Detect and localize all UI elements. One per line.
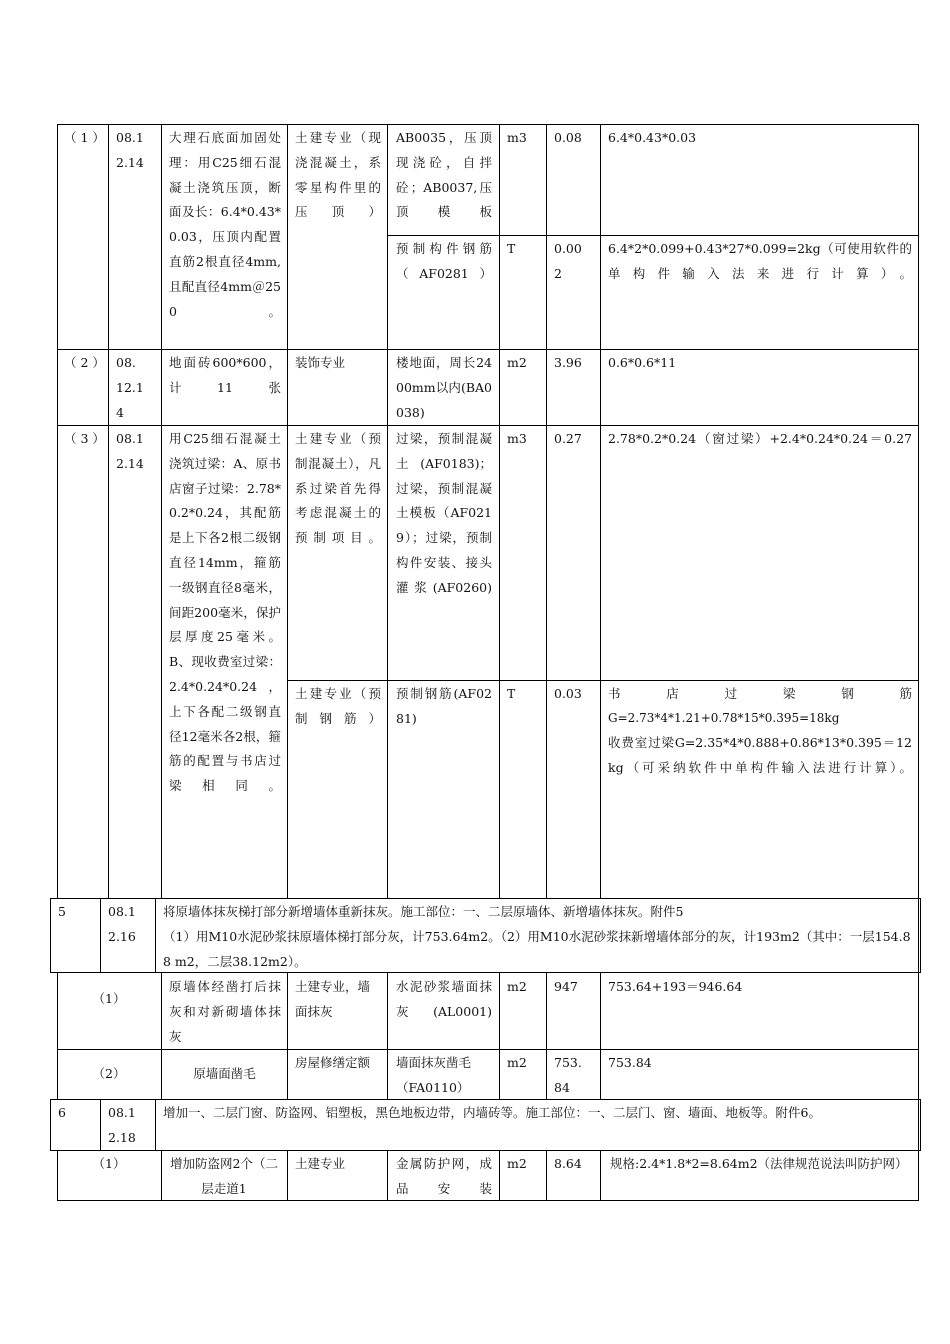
row-unit: m2: [507, 979, 527, 994]
row-qty: 947: [554, 979, 578, 994]
row-date: 08. 12.1 4: [116, 355, 144, 420]
row-major: 土建专业（现浇混凝土，系零星构件里的压顶）: [295, 130, 381, 220]
row-content: 大理石底面加固处理：用C25细石混凝土浇筑压顶，断面及长：6.4*0.43*0.03，压顶内配置直筋2根直径4mm,且配直径4mm＠250。: [169, 130, 281, 319]
row-content: 原墙体经凿打后抹灰和对新砌墙体抹灰: [169, 979, 281, 1044]
row-qty: 0.08: [554, 130, 582, 145]
row-calc: 0.6*0.6*11: [608, 355, 677, 370]
rule: [600, 972, 601, 1099]
rule: [100, 898, 101, 972]
row-calc: 2.78*0.2*0.24（窗过梁）+2.4*0.24*0.24＝0.27: [608, 431, 912, 446]
rule: [50, 1099, 51, 1150]
rule: [57, 124, 58, 898]
rule: [600, 124, 601, 898]
row-date: 08.1 2.14: [116, 431, 144, 471]
rule: [155, 898, 156, 972]
row-major: 土建专业（预制混凝土），凡系过梁首先得考虑混凝土的预制项目。: [295, 431, 381, 546]
rule: [546, 124, 547, 898]
row-content: 增加一、二层门窗、防盗网、铝塑板，黑色地板边带，内墙砖等。施工部位：一、二层门、窗、墙面、地板等。附件6。: [163, 1105, 821, 1120]
row-calc: 书店过梁钢筋: [608, 686, 912, 701]
rule: [287, 1150, 288, 1200]
rule: [387, 235, 919, 236]
rule: [287, 680, 919, 681]
rule: [600, 1150, 601, 1200]
row-item: 预制钢筋(AF0281): [396, 686, 492, 726]
row-number: （ 1 ）: [64, 130, 105, 145]
row-number: 6: [58, 1105, 66, 1120]
rule: [57, 124, 919, 125]
row-qty: 0.00 2: [554, 241, 582, 281]
row-content: 增加防盗网2个（二层走道1: [170, 1156, 278, 1196]
row-item: 金属防护网，成品安装: [396, 1156, 492, 1196]
row-qty: 0.03: [554, 686, 582, 701]
row-unit: m2: [507, 355, 527, 370]
rule: [161, 1150, 162, 1200]
row-item: 水泥砂浆墙面抹灰(AL0001): [396, 979, 492, 1019]
row-unit: m2: [507, 1156, 527, 1171]
row-qty: 0.27: [554, 431, 582, 446]
row-unit: m2: [507, 1055, 527, 1070]
row-item: 预制构件钢筋（AF0281）: [396, 241, 492, 281]
rule: [920, 898, 921, 972]
row-number: （2）: [92, 1066, 126, 1081]
row-item: 楼地面，周长2400mm以内(BA0038): [396, 355, 492, 420]
rule: [387, 1150, 388, 1200]
row-unit: T: [507, 241, 516, 256]
row-calc: 753.84: [608, 1055, 652, 1070]
row-number: （ 2 ）: [64, 355, 105, 370]
rule: [100, 1099, 101, 1150]
rule: [387, 972, 388, 1099]
rule: [918, 124, 919, 1200]
row-calc: 规格:2.4*1.8*2=8.64m2（法律规范说法叫防护网）: [610, 1156, 908, 1171]
row-number: （ 3 ）: [64, 431, 105, 446]
row-unit: m3: [507, 130, 527, 145]
rule: [287, 124, 288, 898]
row-content: 原墙面凿毛: [193, 1066, 256, 1081]
row-calc: 6.4*2*0.099+0.43*27*0.099=2kg（可使用软件的单构件输入法来进行计算）。: [608, 241, 912, 281]
row-qty: 3.96: [554, 355, 582, 370]
row-item: 过梁，预制混凝土(AF0183)；过梁，预制混凝土模板（AF0219）；过梁，预制构件安装、接头灌浆(AF0260): [396, 431, 492, 595]
rule: [161, 124, 162, 898]
row-number: （1）: [92, 1156, 126, 1171]
row-number: （1）: [92, 991, 126, 1006]
row-major: 土建专业（预制钢筋）: [295, 686, 381, 726]
rule: [546, 1150, 547, 1200]
row-qty: 753. 84: [554, 1055, 582, 1095]
rule: [50, 898, 921, 899]
row-content: 将原墙体抹灰梯打部分新增墙体重新抹灰。施工部位：一、二层原墙体、新增墙体抹灰。附件5 （1）用M10水泥砂浆抹原墙体梯打部分灰，计753.64m2。（2）用M10水泥砂浆抹新增墙体部分的灰，计193m2（其中：一层154.88 m2，二层38.12m2）。: [163, 904, 911, 969]
row-item: AB0035，压顶现浇砼，自拌砼；AB0037,压顶模板: [396, 130, 492, 220]
row-qty: 8.64: [554, 1156, 582, 1171]
rule: [57, 349, 919, 350]
rule: [546, 972, 547, 1099]
row-unit: T: [507, 686, 516, 701]
row-major: 土建专业: [295, 1156, 346, 1171]
row-number: 5: [58, 904, 66, 919]
row-major: 房屋修缮定额: [295, 1055, 371, 1070]
rule: [50, 898, 51, 972]
row-calc: G=2.73*4*1.21+0.78*15*0.395=18kg: [608, 711, 840, 725]
row-calc: 收费室过梁G=2.35*4*0.888+0.86*13*0.395＝12kg（可采纳软件中单构件输入法进行计算）。: [608, 735, 912, 775]
row-content: 地面砖600*600，计11张: [169, 355, 281, 395]
rule: [499, 124, 500, 898]
row-date: 08.1 2.18: [108, 1105, 136, 1145]
row-major: 土建专业，墙面抹灰: [295, 979, 371, 1019]
rule: [920, 1099, 921, 1150]
rule: [499, 1150, 500, 1200]
rule: [155, 1099, 156, 1150]
row-date: 08.1 2.14: [116, 130, 144, 170]
rule: [499, 972, 500, 1099]
row-major: 装饰专业: [295, 355, 346, 370]
row-calc: 753.64+193＝946.64: [608, 979, 743, 994]
row-date: 08.1 2.16: [108, 904, 136, 944]
rule: [387, 124, 388, 898]
rule: [108, 124, 109, 898]
row-unit: m3: [507, 431, 527, 446]
rule: [50, 1150, 921, 1151]
row-content: 用C25细石混凝土浇筑过梁：A、原书店窗子过梁：2.78*0.2*0.24，其配筋是上下各2根二级钢直径14mm，箍筋一级钢直径8毫米，间距200毫米，保护层厚度25毫米。B、现收费室过梁：2.4*0.24*0.24，上下各配二级钢直径12毫米各2根，箍筋的配置与书店过梁相同。: [169, 431, 281, 794]
row-calc: 6.4*0.43*0.03: [608, 130, 697, 145]
row-item: 墙面抹灰凿毛（FA0110）: [396, 1055, 472, 1095]
rule: [57, 1200, 919, 1201]
rule: [287, 972, 288, 1099]
